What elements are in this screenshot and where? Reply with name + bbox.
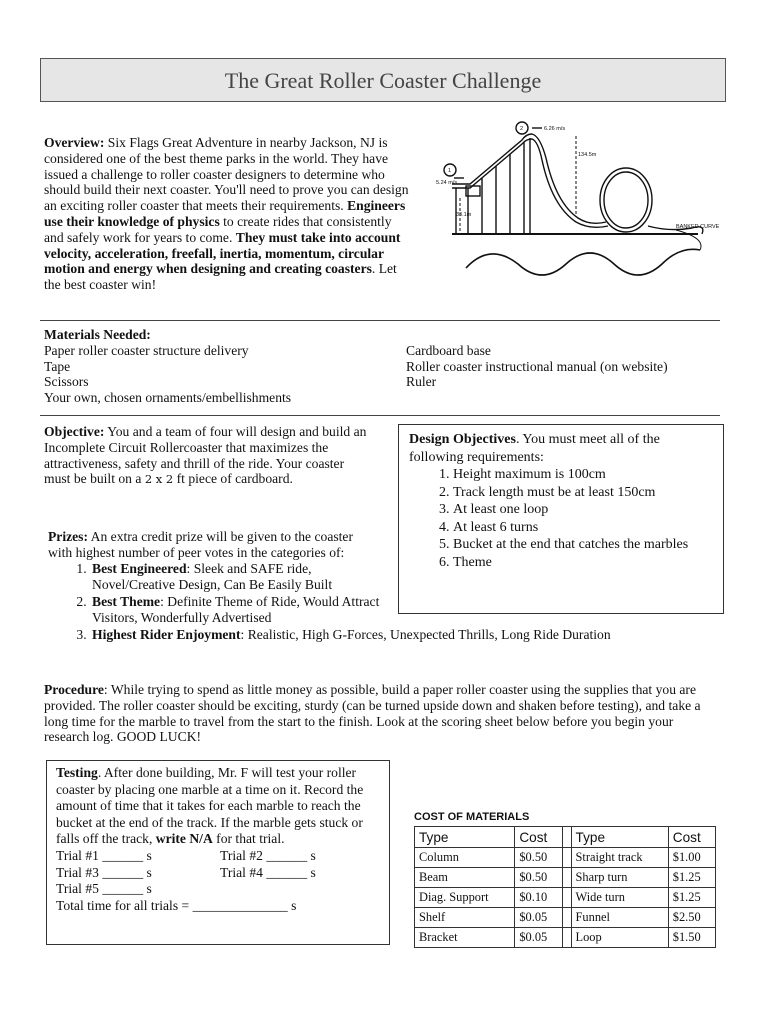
testing-box	[46, 760, 390, 945]
design-item: 3. At least one loop	[453, 501, 713, 519]
trial-1-field[interactable]: Trial #1 ______ s	[56, 847, 152, 863]
overview-text-2: to create rides that consistently and safely work for years to come.	[44, 213, 392, 245]
testing-label: Testing	[56, 765, 98, 780]
diagram-label-height-2: 33.1m	[456, 212, 472, 218]
diagram-label-banked: BANKED CURVE	[676, 224, 720, 230]
trial-5-field[interactable]: Trial #5 ______ s	[56, 881, 152, 897]
prize-desc: : Definite Theme of Ride, Would Attract Visitors, Wonderfully Advertised	[92, 593, 380, 626]
overview-section	[44, 135, 414, 293]
procedure-text: : While trying to spend as little money as possible, build a paper roller coaster using the supplies that you are provided. The roller coaster should be exciting, sturdy (can be turned upside down and shaken before testing), and take a long time for the marble to travel from the start to the finish. Look at the scoring sheet below before you begin your research log. GOOD LUCK!	[44, 682, 701, 745]
header-type: Type	[571, 827, 668, 848]
total-time-field[interactable]: Total time for all trials = ______________ s	[56, 897, 297, 913]
overview-bold-2: They must take into account velocity, acceleration, freefall, inertia, momentum, circular motion and energy when designing and creating coasters	[44, 229, 401, 277]
trial-4-field[interactable]: Trial #4 ______ s	[220, 864, 316, 880]
page-title: The Great Roller Coaster Challenge	[40, 58, 726, 102]
cost-table	[414, 826, 716, 948]
prize-item	[90, 561, 362, 594]
header-type: Type	[415, 827, 515, 848]
overview-text-1: Six Flags Great Adventure in nearby Jackson, NJ is considered one of the best theme parks in the world. They have issued a challenge to roller coaster designers to determine who should build their next coaster. You'll need to prove you can design an exciting roller coaster that meets their requirements.	[44, 135, 409, 214]
blank-column	[562, 868, 571, 888]
table-cell: Shelf	[415, 908, 515, 928]
table-row	[415, 868, 716, 888]
table-cell: Straight track	[571, 848, 668, 868]
table-cell: $2.50	[668, 908, 715, 928]
roller-coaster-diagram	[430, 118, 730, 288]
testing-bold: write N/A	[155, 831, 213, 847]
table-cell: $1.50	[668, 928, 715, 948]
diagram-label-speed-1: 5.24 m/s	[436, 180, 458, 186]
table-row	[415, 888, 716, 908]
objective-text-2: ft piece of cardboard.	[173, 471, 293, 487]
table-cell: $0.05	[515, 908, 562, 928]
prize-title: Best Engineered	[92, 560, 187, 576]
prizes-section	[44, 529, 724, 643]
prizes-intro: An extra credit prize will be given to the coaster with highest number of peer votes in the categories of:	[48, 529, 353, 560]
materials-section	[44, 327, 724, 406]
table-cell: $0.10	[515, 888, 562, 908]
materials-label: Materials Needed:	[44, 327, 151, 342]
table-cell: Diag. Support	[415, 888, 515, 908]
design-item: 2. Track length must be at least 150cm	[453, 484, 713, 502]
table-cell: Funnel	[571, 908, 668, 928]
testing-text-1: . After done building, Mr. F will test your roller coaster by placing one marble at a time on it. Record the amount of time that it takes for each marble to reach the bucket at the end of the track. If the marble gets stuck or falls off the track,	[56, 765, 364, 847]
materials-item: Ruler	[406, 374, 437, 390]
table-cell: Wide turn	[571, 888, 668, 908]
diagram-label-1: 1	[448, 168, 452, 174]
materials-item: Roller coaster instructional manual (on website)	[406, 358, 668, 374]
diagram-label-2: 2	[520, 126, 524, 132]
table-row	[415, 848, 716, 868]
diagram-label-height-1: 134.5m	[578, 152, 597, 158]
header-cost: Cost	[668, 827, 715, 848]
prize-desc: : Sleek and SAFE ride, Novel/Creative Design, Can Be Easily Built	[92, 560, 333, 593]
design-item: 1. Height maximum is 100cm	[453, 466, 713, 484]
objective-text-1: You and a team of four will design and build an Incomplete Circuit Rollercoaster that maximizes the attractiveness, safety and thrill of the ride. Your coaster must be built on a	[44, 424, 367, 487]
prize-item	[90, 627, 724, 644]
table-cell: Beam	[415, 868, 515, 888]
table-cell: $0.50	[515, 848, 562, 868]
blank-column	[562, 928, 571, 948]
prize-title: Highest Rider Enjoyment	[92, 626, 241, 642]
table-cell: Sharp turn	[571, 868, 668, 888]
design-item: 5. Bucket at the end that catches the marbles	[453, 536, 713, 554]
table-cell: Loop	[571, 928, 668, 948]
blank-column	[562, 827, 571, 848]
prize-desc: : Realistic, High G-Forces, Unexpected Thrills, Long Ride Duration	[240, 626, 611, 642]
table-cell: Column	[415, 848, 515, 868]
materials-item: Scissors	[44, 374, 89, 390]
blank-column	[562, 908, 571, 928]
table-cell: $0.05	[515, 928, 562, 948]
materials-item: Your own, chosen ornaments/embellishments	[44, 390, 292, 406]
blank-column	[562, 848, 571, 868]
objective-size: 2 x 2	[144, 472, 174, 487]
overview-bold-1: Engineers use their knowledge of physics	[44, 198, 406, 229]
table-header-row	[415, 827, 716, 848]
design-label: Design Objectives	[409, 432, 516, 447]
diagram-label-speed-2: 6.26 m/s	[544, 126, 566, 132]
procedure-label: Procedure	[44, 682, 104, 697]
testing-text-2: for that trial.	[212, 831, 285, 847]
overview-label: Overview:	[44, 135, 105, 150]
design-item: 4. At least 6 turns	[453, 519, 713, 537]
table-cell: $1.00	[668, 848, 715, 868]
procedure-section	[44, 682, 716, 745]
table-row	[415, 908, 716, 928]
table-cell: $1.25	[668, 888, 715, 908]
blank-column	[562, 888, 571, 908]
materials-item: Paper roller coaster structure delivery	[44, 342, 249, 358]
prize-title: Best Theme	[92, 593, 161, 609]
trial-2-field[interactable]: Trial #2 ______ s	[220, 847, 316, 863]
objective-section	[44, 424, 370, 488]
prize-item	[90, 594, 382, 627]
materials-item: Tape	[44, 358, 71, 374]
table-cell: $0.50	[515, 868, 562, 888]
objective-label: Objective:	[44, 424, 105, 439]
design-intro: . You must meet all of the following requirements:	[409, 432, 660, 465]
trial-3-field[interactable]: Trial #3 ______ s	[56, 864, 152, 880]
materials-item: Cardboard base	[406, 342, 491, 358]
cost-table-title: COST OF MATERIALS	[414, 811, 530, 823]
prizes-label: Prizes:	[48, 529, 88, 544]
design-item: 6. Theme	[453, 554, 713, 572]
table-row	[415, 928, 716, 948]
header-cost: Cost	[515, 827, 562, 848]
table-cell: Bracket	[415, 928, 515, 948]
overview-text-3: . Let the best coaster win!	[44, 261, 397, 293]
table-cell: $1.25	[668, 868, 715, 888]
